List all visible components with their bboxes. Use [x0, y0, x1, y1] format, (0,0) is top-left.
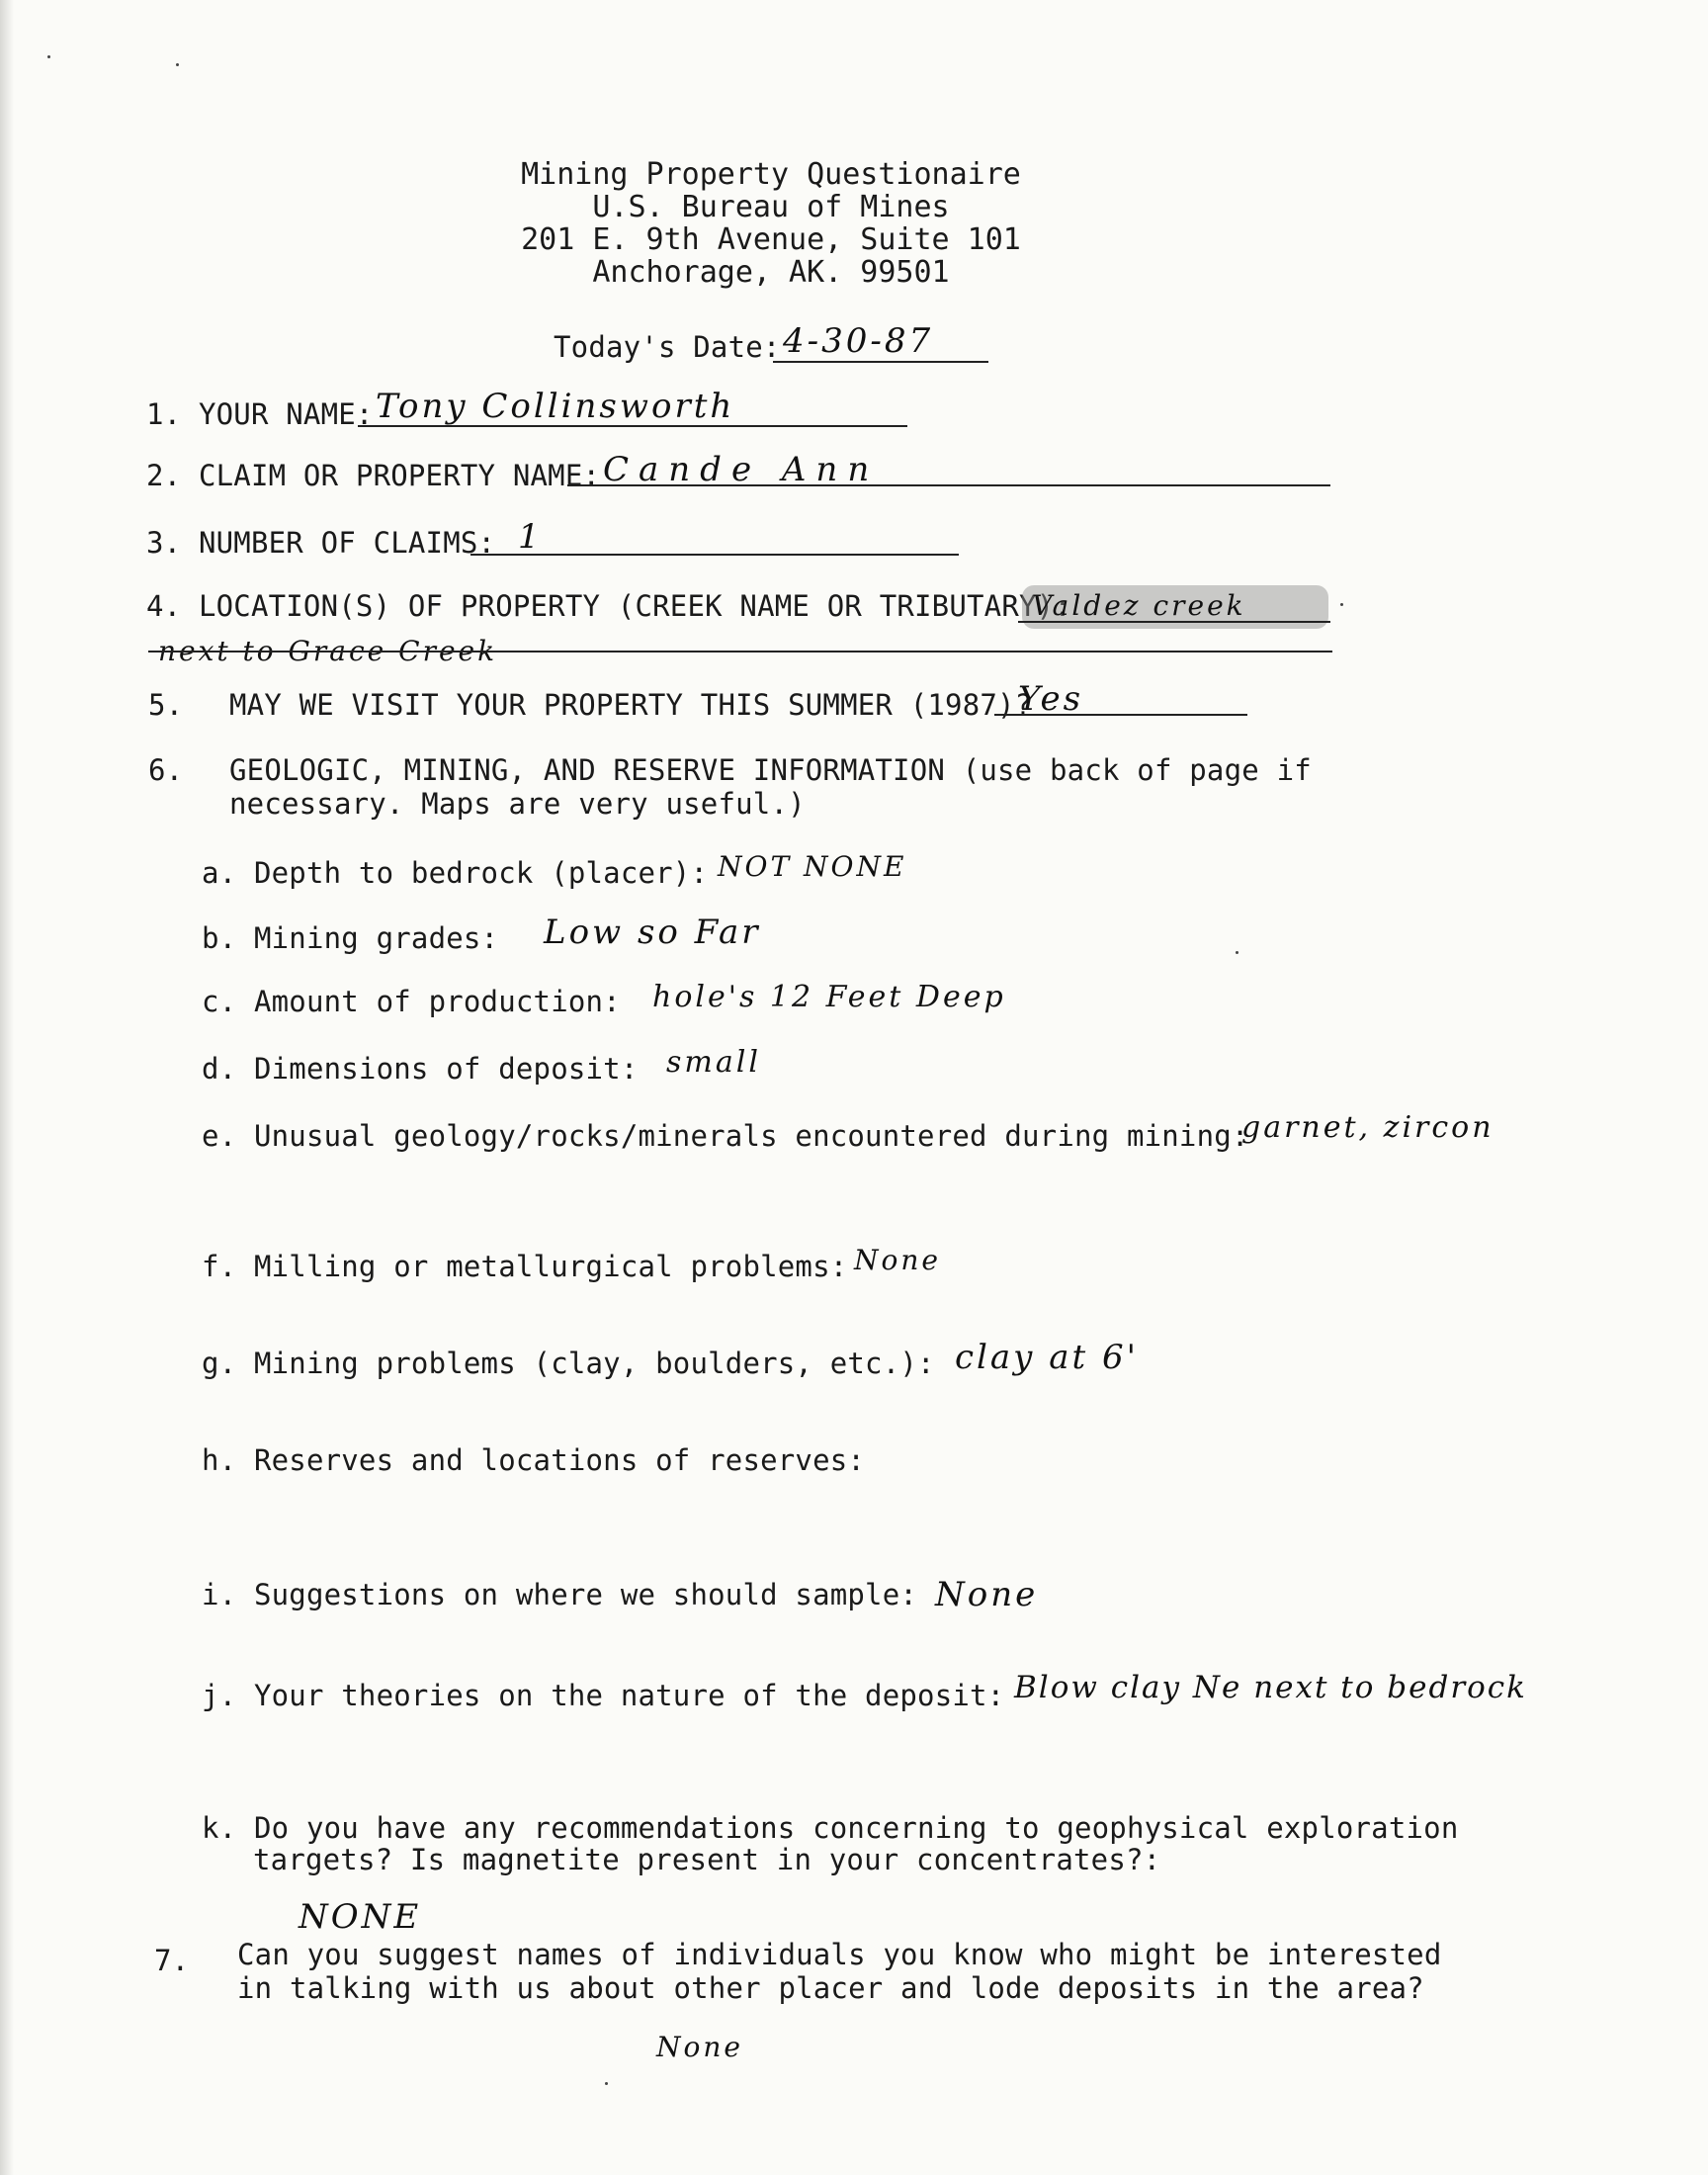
q5-number: 5. — [148, 688, 184, 722]
date-answer: 4-30-87 — [783, 321, 934, 361]
header-city: Anchorage, AK. 99501 — [592, 255, 950, 290]
q7-label-line1: Can you suggest names of individuals you know who might be interested — [237, 1938, 1442, 1971]
header-title: Mining Property Questionaire — [521, 157, 1021, 192]
q7-answer: None — [656, 2031, 743, 2063]
q2-answer: Cande Ann — [603, 450, 880, 489]
q6c-label: c. Amount of production: — [202, 985, 621, 1018]
scan-speck — [605, 2082, 608, 2085]
q7-label-line2: in talking with us about other placer and lode deposits in the area? — [237, 1971, 1424, 2005]
q7-number: 7. — [154, 1944, 190, 1977]
q6-number: 6. — [148, 753, 184, 787]
q1-answer-line — [358, 425, 907, 427]
q6b-label: b. Mining grades: — [202, 921, 499, 955]
q6a-answer: NOT NONE — [718, 850, 907, 883]
q6d-label: d. Dimensions of deposit: — [202, 1052, 639, 1086]
header-street: 201 E. 9th Avenue, Suite 101 — [521, 222, 1021, 257]
scan-speck — [1236, 951, 1238, 954]
form-header — [0, 158, 1542, 289]
q5-answer-line — [994, 714, 1247, 716]
q3-label: 3. NUMBER OF CLAIMS: — [146, 526, 496, 560]
q6j-label: j. Your theories on the nature of the deposit: — [202, 1679, 1005, 1712]
q2-answer-line — [567, 484, 1330, 486]
q6-label-line1: GEOLOGIC, MINING, AND RESERVE INFORMATION (use back of page if — [229, 753, 1312, 787]
q6k-answer: NONE — [299, 1897, 422, 1937]
q6k-label-line1: k. Do you have any recommendations concerning to geophysical exploration — [202, 1811, 1459, 1845]
q1-answer: Tony Collinsworth — [376, 387, 735, 426]
q4-label: 4. LOCATION(S) OF PROPERTY (CREEK NAME OR TRIBUTARY): — [146, 589, 1071, 623]
q3-answer: 1 — [518, 517, 543, 557]
q6i-answer: None — [935, 1575, 1039, 1614]
q6g-answer: clay at 6' — [955, 1338, 1139, 1377]
q6j-answer: Blow clay Ne next to bedrock — [1014, 1670, 1527, 1705]
q6h-label: h. Reserves and locations of reserves: — [202, 1443, 866, 1477]
q6-label-line2: necessary. Maps are very useful.) — [229, 787, 806, 821]
q4-answer-line2: next to Grace Creek — [158, 635, 498, 667]
q6i-label: i. Suggestions on where we should sample: — [202, 1578, 918, 1611]
q4-answer-line1: Valdez creek — [1032, 589, 1246, 622]
q4-answer-line1-rule — [1018, 621, 1330, 623]
q6f-answer: None — [854, 1244, 941, 1276]
q6d-answer: small — [666, 1045, 761, 1080]
q6c-answer: hole's 12 Feet Deep — [652, 980, 1006, 1014]
q6b-answer: Low so Far — [544, 913, 761, 952]
q6e-label: e. Unusual geology/rocks/minerals encountered during mining: — [202, 1119, 1249, 1153]
q5-label: MAY WE VISIT YOUR PROPERTY THIS SUMMER (1987)? — [229, 688, 1033, 722]
q4-answer-line2-rule — [148, 651, 1332, 652]
scan-speck — [176, 63, 179, 66]
q1-label: 1. YOUR NAME: — [146, 397, 374, 431]
header-agency: U.S. Bureau of Mines — [592, 190, 950, 224]
q6g-label: g. Mining problems (clay, boulders, etc.): — [202, 1347, 935, 1380]
scan-speck — [47, 55, 50, 58]
q3-answer-line — [470, 554, 959, 556]
scan-speck — [1340, 603, 1343, 606]
q6k-label-line2: targets? Is magnetite present in your concentrates?: — [253, 1843, 1161, 1876]
date-label: Today's Date: — [554, 330, 781, 364]
q6e-answer: garnet, zircon — [1241, 1110, 1494, 1145]
q5-answer: Yes — [1018, 679, 1084, 719]
q6a-label: a. Depth to bedrock (placer): — [202, 856, 709, 890]
date-answer-line — [773, 361, 988, 363]
q2-label: 2. CLAIM OR PROPERTY NAME: — [146, 459, 601, 492]
scan-edge-shadow — [0, 0, 14, 2175]
q6f-label: f. Milling or metallurgical problems: — [202, 1250, 848, 1283]
